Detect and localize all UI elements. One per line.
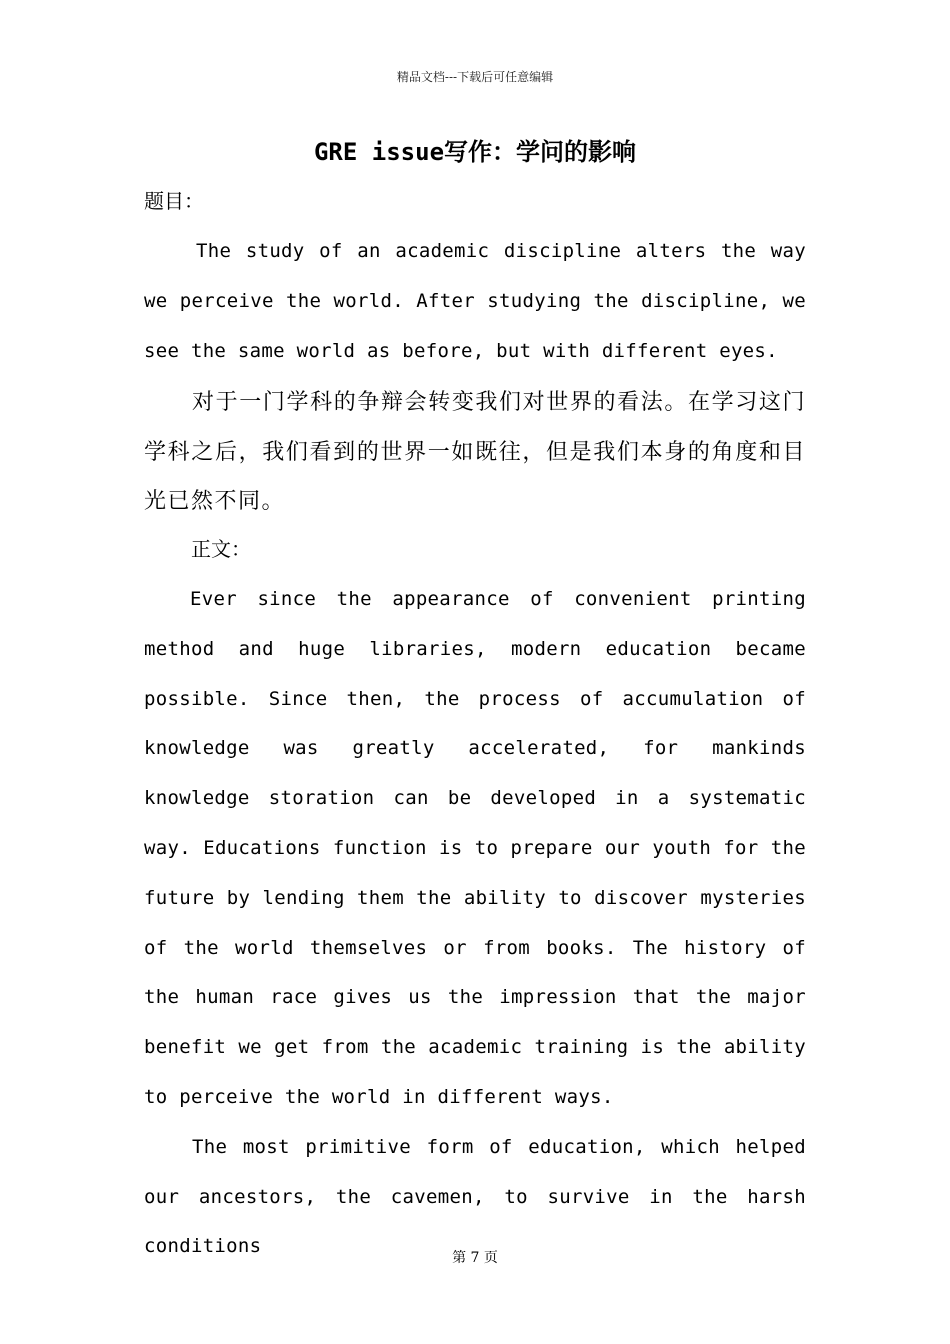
prompt-section bbox=[144, 227, 806, 527]
prompt-english: The study of an academic discipline alters the way we perceive the world. After studying the discipline, we see the same world as before, but with different eyes. bbox=[144, 240, 806, 362]
page-header: 精品文档---下载后可任意编辑 bbox=[396, 70, 554, 84]
page-number: 第 7 页 bbox=[452, 1250, 498, 1266]
body-section bbox=[144, 575, 806, 1272]
prompt-chinese: 对于一门学科的争辩会转变我们对世界的看法。在学习这门学科之后，我们看到的世界一如既往，但是我们本身的角度和目光已然不同。 bbox=[144, 390, 806, 515]
body-label: 正文： bbox=[191, 537, 251, 561]
prompt-label: 题目： bbox=[144, 189, 204, 213]
body-paragraph-2: The most primitive form of education, which helped our ancestors, the cavemen, to survive in the harsh conditions bbox=[144, 1135, 806, 1258]
document-title: GRE issue写作：学问的影响 bbox=[313, 138, 637, 166]
body-paragraph-1: Ever since the appearance of convenient printing method and huge libraries, modern education became possible. Since then, the process of accumulation of knowledge was greatly accelerated, for mankinds knowledge storation can be developed in a systematic way. Educations function is to prepare our youth for the future by lending them the ability to discover mysteries of the world themselves or from books. The history of the human race gives us the impression that the major benefit we get from the academic training is the ability to perceive the world in different ways. bbox=[144, 588, 806, 1108]
